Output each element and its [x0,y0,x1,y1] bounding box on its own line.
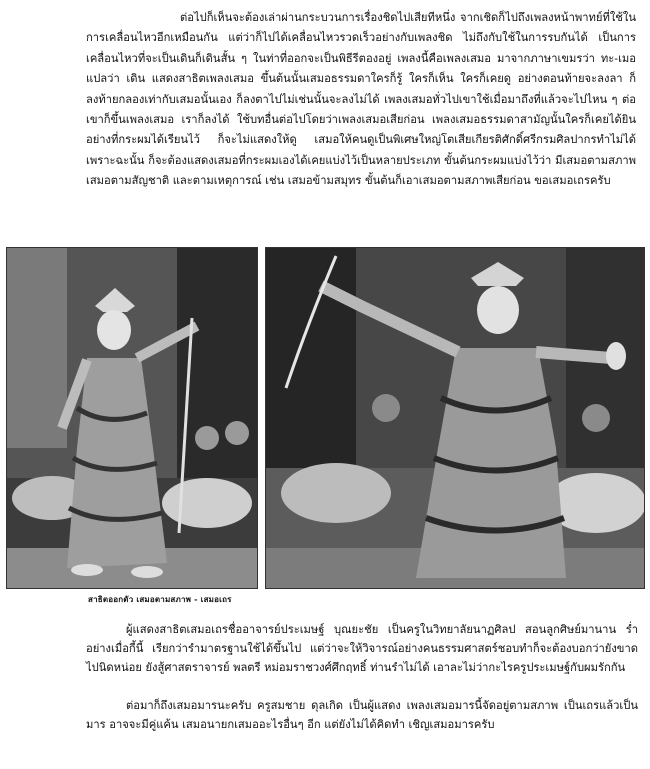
body-paragraph-1: ต่อไปก็เห็นจะต้องเล่าผ่านกระบวนการเรื่องชิดไปเสียทีหนึ่ง จากเชิดก็ไปถึงเพลงหน้าพาทย์ที่ใช้ในการเคลื่อนไหวอีกเหมือนกัน แต่ว่าก็ไปได้เคลื่อนไหวรวดเร็วอย่างกับเพลงชิด ไม่ถึงกับใช้ในการรบกันได้ เป็นการเคลื่อนไหวที่จะเป็นเดินก็เดินสั้น ๆ ในท่าที่ออกจะเป็นพิธีรีตองอยู่ เพลงนี้คือเพลงเสมอ มาจากภาษาเขมรว่า ทะ-เมอ แปลว่า เดิน แสดงสาธิตเพลงเสมอ ขึ้นต้นนั้นเสมอธรรมดาใครก็รู้ ใครก็เห็น ใครก็เคยดู อย่างตอนท้ายจะลงลา ก็ลงท้ายกลองเท่ากับเสมอนั้นเอง ก็ลงตาไปไม่เช่นนั้นจะลงไม่ได้ เพลงเสมอทั่วไปเขาใช้เมื่อมาถึงที่แล้วจะไปไหน ๆ ต่อ เขาก็ขึ้นเพลงเสมอ เราก็ลงได้ ใช้บทอื่นต่อไปโดยว่าเพลงเสมอเสียก่อน เพลงเสมอธรรมดาสามัญนั้นใครก็เคยได้ยินอย่างที่กระผมได้เรียนไว้ ก็จะไม่แสดงให้ดู เสมอให้คนดูเป็นพิเศษใหญ่โตเสียเกียรติศักดิ์ศรีกรมศิลปากรทำไม่ได้ เพราะฉะนั้น ก็จะต้องแสดงเสมอที่กระผมเองได้เคยแบ่งไว้เป็นหลายประเภท ขั้นต้นกระผมแบ่งไว้ว่า มีเสมอตามสภาพ เสมอตามสัญชาติ และตามเหตุการณ์ เช่น เสมอข้ามสมุทร ขั้นต้นก็เอาเสมอตามสภาพเสียก่อน ขอเสมอเถรครับ [86,11,636,188]
dancer-right-image [266,248,644,588]
dancer-photo-right [265,247,645,589]
body-paragraph-2: ผู้แสดงสาธิตเสมอเถรชื่ออาจารย์ประเมษฐ์ บุณยะชัย เป็นครูในวิทยาลัยนาฏศิลป สอนลูกศิษย์มานาน ร่ำอย่างเมื่อกี้นี้ เรียกว่ารำมาตรฐานใช้ได้ขึ้นไป แต่ว่าจะให้วิจารณ์อย่างคนธรรมศาสตร์ชอบทำก็จะต้องบอกว่ายังขาดไปนิดหน่อย ยังสู้ศาสตราจารย์ พลตรี หม่อมราชวงศ์ศึกฤทธิ์ ท่านรำไม่ได้ เอาละไม่ว่ากะไรครูประเมษฐ์กับผมรักกัน [86,623,638,674]
dancer-left-image [7,248,257,588]
body-paragraph-3: ต่อมาก็ถึงเสมอมารนะครับ ครูสมชาย ดุลเกิด เป็นผู้แสดง เพลงเสมอมารนี้จัดอยู่ตามสภาพ เป็นเถรแล้วเป็นมาร อาจจะมีคู่แค้น เสมอนายกเสมออะไรอื่นๆ อีก แต่ยังไม่ได้คิดทำ เชิญเสมอมารครับ [86,699,638,731]
photo-caption: สาธิตออกตัว เสมอตามสภาพ - เสมอเถร [88,594,232,604]
dancer-photo-left [6,247,258,589]
